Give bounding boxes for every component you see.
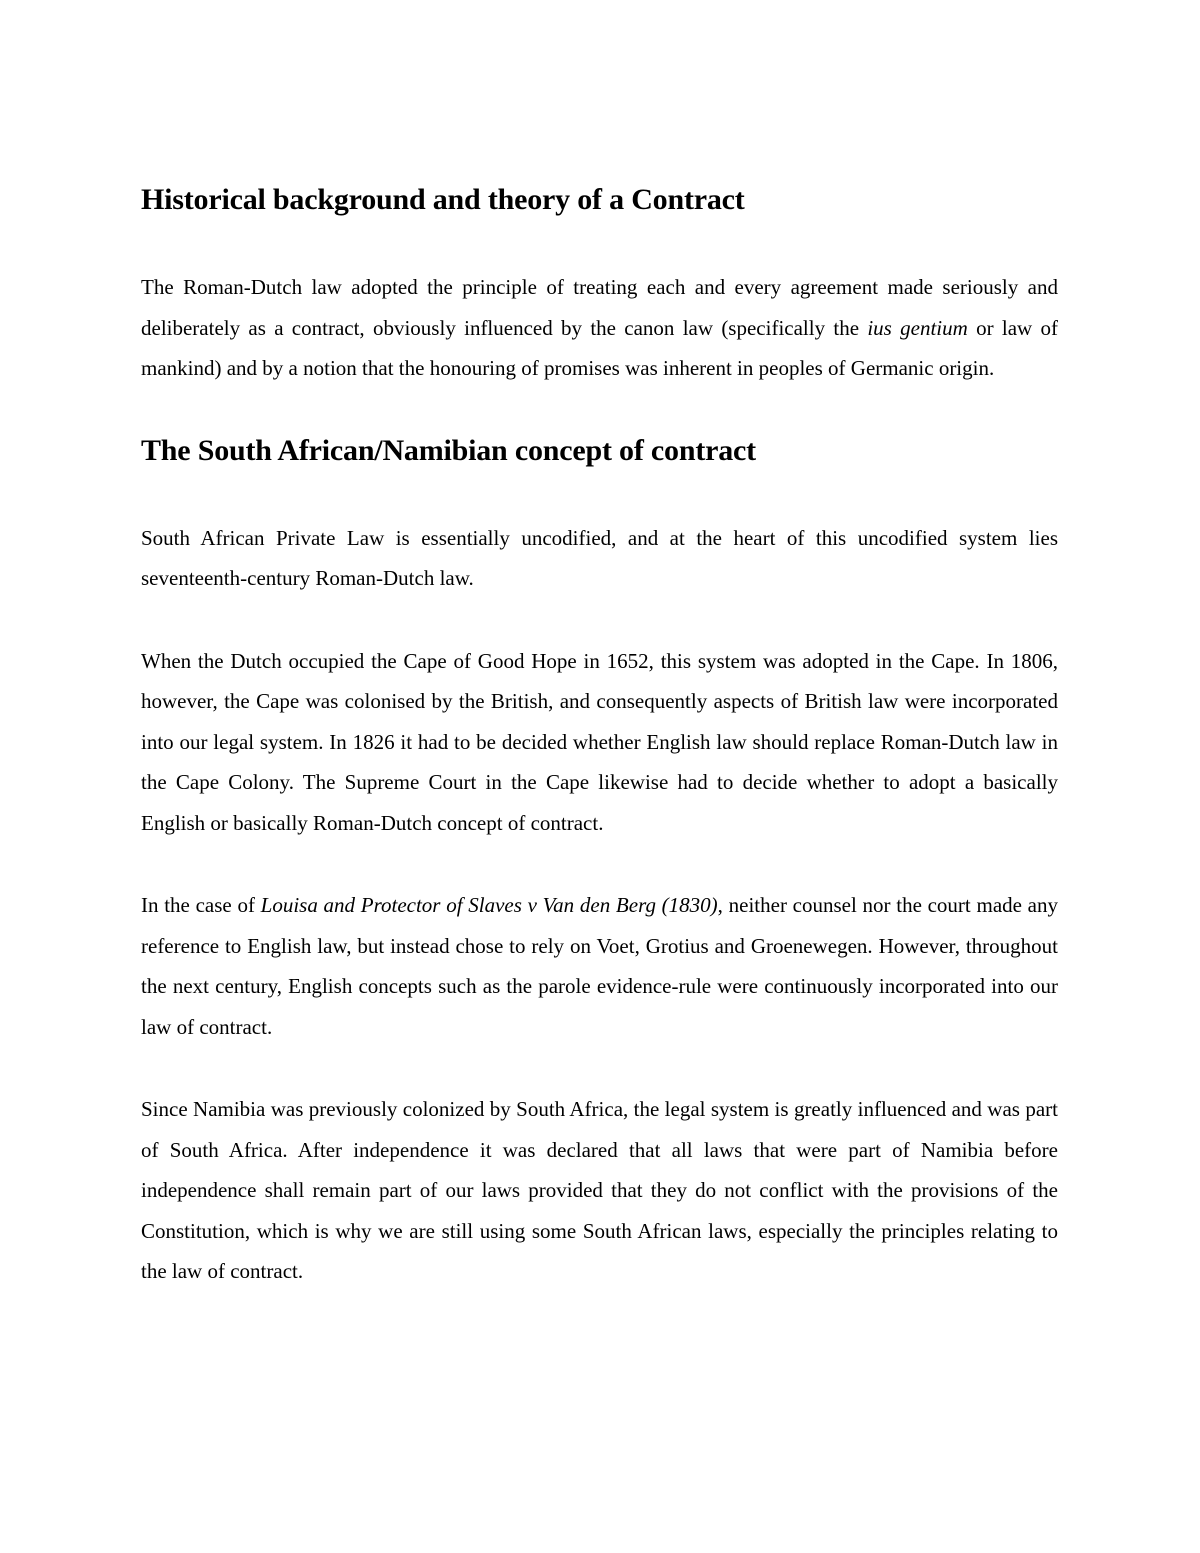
paragraph-uncodified-law: South African Private Law is essentially uncodified, and at the heart of this uncodified system lies seventeenth-century Roman-Dutch law. — [141, 525, 1058, 590]
paragraph-roman-dutch-principle — [141, 267, 1058, 389]
paragraph-text: In the case of — [141, 893, 261, 917]
paragraph-text: The Roman-Dutch law adopted the principle of treating each and every agreement made seriously and deliberately as a contract, obviously influenced by the canon law (specifically the — [141, 275, 1058, 340]
italic-term-ius-gentium: ius gentium — [867, 315, 968, 340]
paragraph-text: or law of mankind) and by a notion that the honouring of promises was inherent in peoples of Germanic origin. — [141, 315, 1058, 380]
paragraph-namibia-legal-system: Since Namibia was previously colonized by South Africa, the legal system is greatly influenced and was part of South Africa. After independence it was declared that all laws that were part of Namibia before independence shall remain part of our laws provided that they do not conflict with the provisions of the Constitution, which is why we are still using some South African laws, especially the principles relating to the law of contract. — [141, 1097, 1058, 1283]
paragraph-text: , neither counsel nor the court made any reference to English law, but instead chose to rely on Voet, Grotius and Groenewegen. However, throughout the next century, English concepts such as the parole evidence-rule were continuously incorporated into our law of contract. — [141, 893, 1058, 1039]
document-body — [141, 178, 1058, 1292]
paragraph-louisa-case — [141, 885, 1058, 1047]
section-heading-historical-background: Historical background and theory of a Contract — [141, 183, 745, 216]
italic-case-name: Louisa and Protector of Slaves v Van den Berg (1830) — [260, 893, 718, 917]
section-heading-south-african-namibian-concept: The South African/Namibian concept of contract — [141, 433, 756, 467]
paragraph-dutch-occupation: When the Dutch occupied the Cape of Good Hope in 1652, this system was adopted in the Cape. In 1806, however, the Cape was colonised by the British, and consequently aspects of British law were incorporated into our legal system. In 1826 it had to be decided whether English law should replace Roman-Dutch law in the Cape Colony. The Supreme Court in the Cape likewise had to decide whether to adopt a basically English or basically Roman-Dutch concept of contract. — [141, 648, 1058, 835]
